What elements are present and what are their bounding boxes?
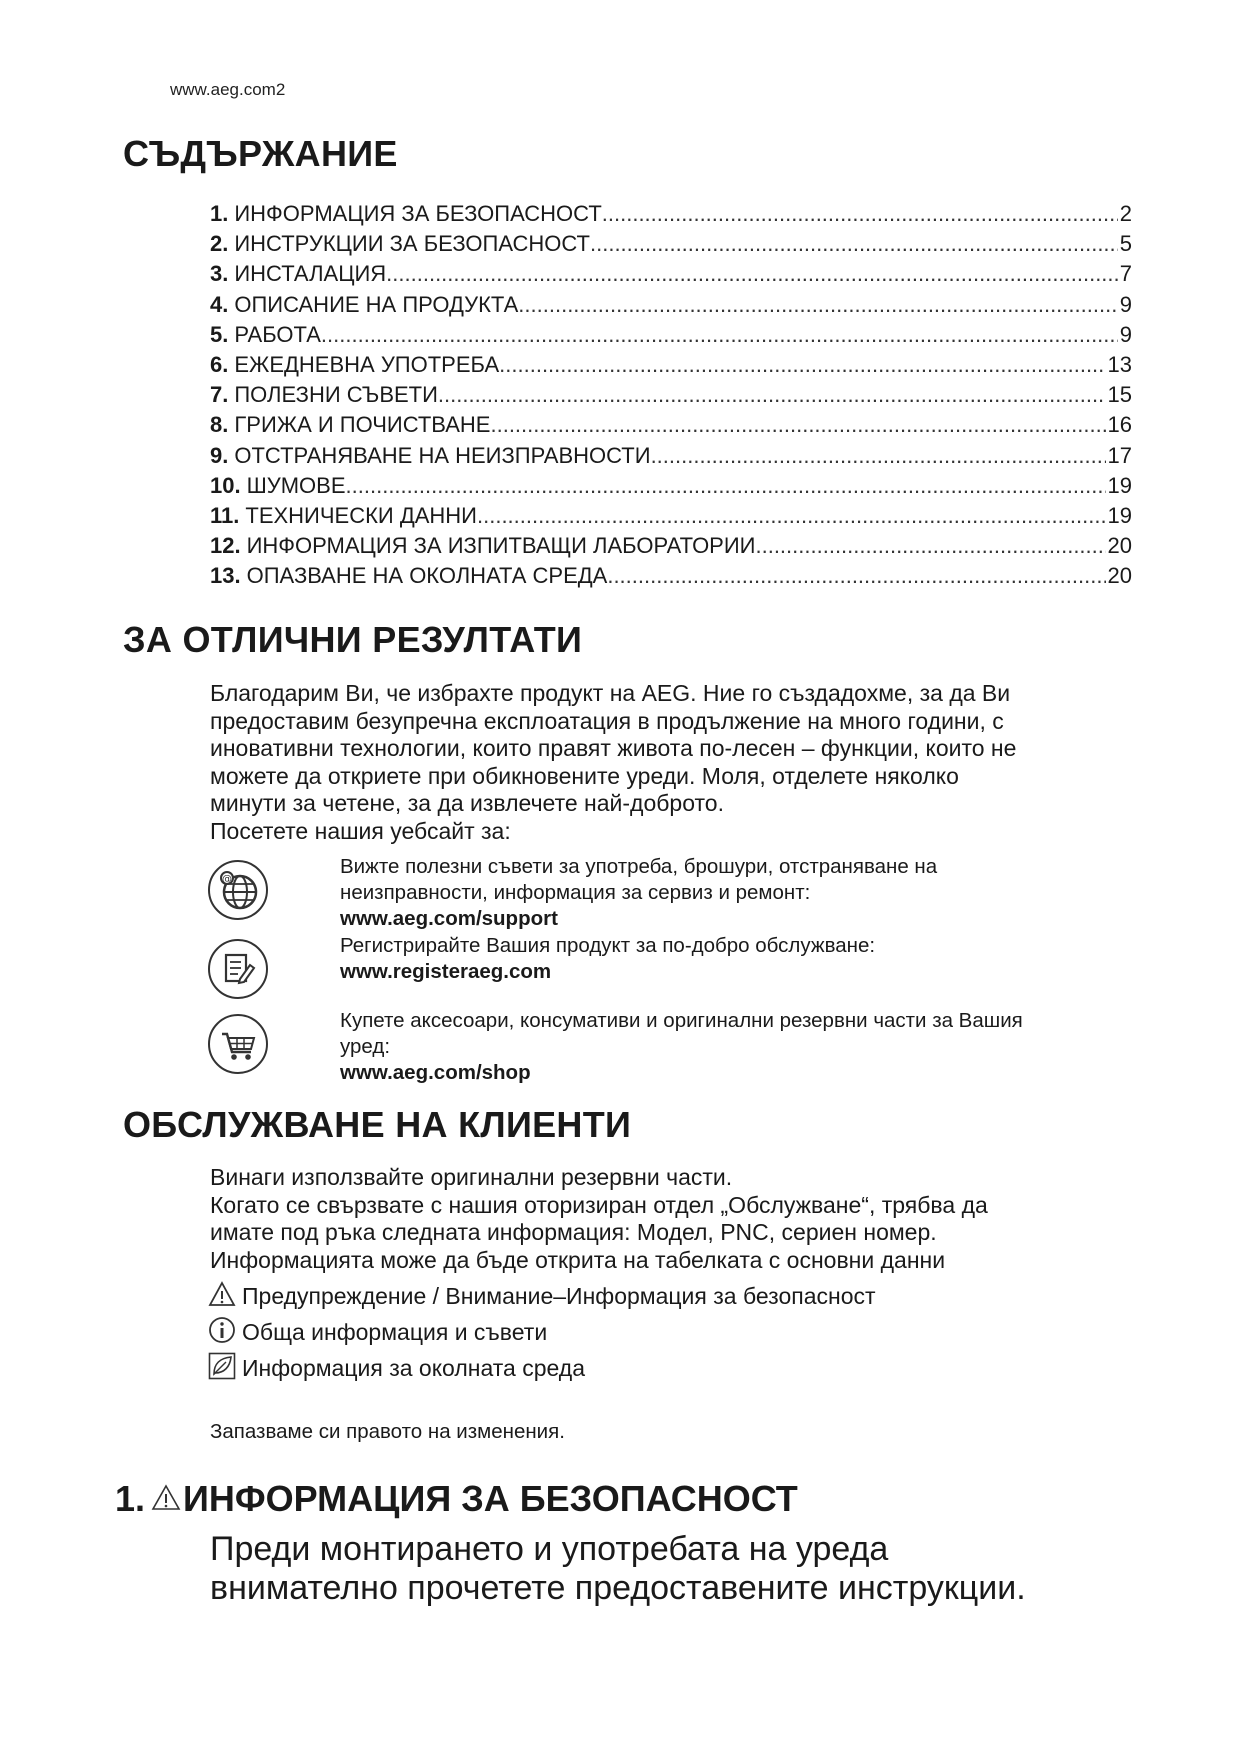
safety-heading xyxy=(115,1478,798,1520)
toc-item-number: 10. xyxy=(210,472,241,498)
toc-item[interactable] xyxy=(210,199,1132,229)
toc-item-number: 13. xyxy=(210,563,241,589)
table-of-contents xyxy=(210,199,1132,591)
toc-leader xyxy=(477,501,1106,531)
svg-text:@: @ xyxy=(222,874,232,885)
toc-item-number: 4. xyxy=(210,291,229,317)
toc-item-page: 7 xyxy=(1119,261,1132,287)
toc-leader xyxy=(518,290,1117,320)
results-title: ЗА ОТЛИЧНИ РЕЗУЛТАТИ xyxy=(123,619,583,660)
toc-item[interactable] xyxy=(210,410,1132,440)
toc-leader xyxy=(651,441,1106,471)
toc-leader xyxy=(346,471,1106,501)
safety-warning-icon xyxy=(151,1478,181,1506)
toc-title: СЪДЪРЖАНИЕ xyxy=(123,133,398,174)
header-url: www.aeg.com2 xyxy=(170,80,286,99)
toc-item-label: ИНСТАЛАЦИЯ xyxy=(234,261,387,287)
toc-leader xyxy=(490,410,1105,440)
results-line: минути за четене, за да извлечете най-доброто. xyxy=(210,790,724,816)
toc-item-page: 9 xyxy=(1119,291,1132,317)
toc-leader xyxy=(321,320,1118,350)
results-line: можете да откриете при обикновените уреди. Моля, отделете няколко xyxy=(210,762,959,789)
toc-item[interactable] xyxy=(210,441,1132,471)
toc-item-page: 2 xyxy=(1119,201,1132,226)
results-line: предоставим безупречна експлоатация в продължение на много години, с xyxy=(210,707,1004,734)
register-url-link[interactable]: www.registeraeg.com xyxy=(340,960,552,983)
toc-leader xyxy=(755,531,1105,561)
legend-warning-label: Предупреждение / Внимание–Информация за безопасност xyxy=(242,1283,876,1309)
registration-icon xyxy=(208,939,268,999)
toc-item-label: ОПАЗВАНЕ НА ОКОЛНАТА СРЕДА xyxy=(246,563,608,589)
service-title: ОБСЛУЖВАНЕ НА КЛИЕНТИ xyxy=(123,1104,632,1145)
results-line: Посетете нашия уебсайт за: xyxy=(210,817,511,844)
toc-item-label: РАБОТА xyxy=(234,321,321,347)
toc-item-page: 19 xyxy=(1107,502,1132,528)
toc-item[interactable] xyxy=(210,350,1132,380)
toc-item-number: 7. xyxy=(210,382,229,408)
toc-leader xyxy=(590,229,1118,259)
toc-item-label: ЕЖЕДНЕВНА УПОТРЕБА xyxy=(234,351,500,377)
support-url-link[interactable]: www.aeg.com/support xyxy=(340,907,558,930)
toc-item[interactable] xyxy=(210,531,1132,561)
toc-item-number: 8. xyxy=(210,412,229,438)
shopping-cart-icon xyxy=(208,1014,268,1074)
toc-item-label: ШУМОВЕ xyxy=(246,472,346,498)
toc-leader xyxy=(499,350,1105,380)
safety-intro-line: внимателно прочетете предоставените инструкции. xyxy=(210,1569,1026,1607)
service-line: Информацията може да бъде открита на табелката с основни данни xyxy=(210,1246,946,1273)
safety-title: ИНФОРМАЦИЯ ЗА БЕЗОПАСНОСТ xyxy=(183,1478,798,1519)
toc-item-number: 6. xyxy=(210,351,229,377)
toc-item-page: 5 xyxy=(1119,231,1132,257)
toc-item[interactable] xyxy=(210,229,1132,259)
toc-item-label: ТЕХНИЧЕСКИ ДАННИ xyxy=(245,502,477,528)
toc-item-number: 3. xyxy=(210,261,229,287)
support-link-text xyxy=(340,854,1140,932)
shop-url-link[interactable]: www.aeg.com/shop xyxy=(340,1061,531,1084)
toc-item-page: 20 xyxy=(1107,563,1132,589)
toc-item-page: 15 xyxy=(1107,382,1132,408)
results-paragraph xyxy=(210,680,1130,845)
service-line: Когато се свързвате с нашия оторизиран отдел „Обслужване“, трябва да xyxy=(210,1191,988,1218)
safety-intro-line: Преди монтирането и употребата на уреда xyxy=(210,1530,889,1568)
warning-icon xyxy=(208,1280,236,1308)
legend-warning xyxy=(208,1280,876,1310)
register-link-desc: Регистрирайте Вашия продукт за по-добро обслужване: xyxy=(340,934,876,957)
toc-item-number: 9. xyxy=(210,442,229,468)
toc-item-number: 2. xyxy=(210,231,229,257)
results-line: иновативни технологии, които правят живота по-лесен – функции, които не xyxy=(210,735,1017,761)
shop-link-desc: Купете аксесоари, консумативи и оригинални резервни части за Вашия xyxy=(340,1009,1023,1032)
globe-icon xyxy=(208,860,268,920)
service-paragraph xyxy=(210,1164,1130,1274)
toc-item[interactable] xyxy=(210,320,1132,350)
toc-item[interactable] xyxy=(210,290,1132,320)
toc-item-page: 16 xyxy=(1107,412,1132,438)
toc-leader xyxy=(602,199,1118,229)
shop-link-text xyxy=(340,1008,1140,1086)
rights-note: Запазваме си правото на изменения. xyxy=(210,1420,565,1443)
shop-link-desc: уред: xyxy=(340,1035,391,1058)
toc-item-label: ОПИСАНИЕ НА ПРОДУКТА xyxy=(234,291,519,317)
toc-item-number: 5. xyxy=(210,321,229,347)
toc-item-label: ОТСТРАНЯВАНЕ НА НЕИЗПРАВНОСТИ xyxy=(234,442,651,468)
toc-item-number: 12. xyxy=(210,533,241,559)
toc-leader xyxy=(607,561,1105,591)
legend-info-label: Обща информация и съвети xyxy=(242,1319,548,1345)
toc-item[interactable] xyxy=(210,561,1132,591)
info-icon xyxy=(208,1316,236,1344)
toc-leader xyxy=(438,380,1106,410)
toc-item-number: 11. xyxy=(210,502,240,528)
toc-item[interactable] xyxy=(210,380,1132,410)
toc-leader xyxy=(386,259,1118,289)
service-line: имате под ръка следната информация: Модел, PNC, сериен номер. xyxy=(210,1219,937,1245)
legend-environment xyxy=(208,1352,585,1382)
toc-item-number: 1. xyxy=(210,201,229,226)
safety-number: 1. xyxy=(115,1478,146,1519)
support-link-desc: Вижте полезни съвети за употреба, брошури, отстраняване на xyxy=(340,855,938,878)
toc-item-label: ПОЛЕЗНИ СЪВЕТИ xyxy=(234,382,438,408)
toc-item-label: ИНФОРМАЦИЯ ЗА ИЗПИТВАЩИ ЛАБОРАТОРИИ xyxy=(246,533,756,559)
toc-item-page: 19 xyxy=(1107,472,1132,498)
toc-item-label: ИНСТРУКЦИИ ЗА БЕЗОПАСНОСТ xyxy=(234,231,590,257)
register-link-text xyxy=(340,933,1140,985)
legend-environment-label: Информация за околната среда xyxy=(242,1355,585,1381)
toc-item-page: 20 xyxy=(1107,533,1132,559)
toc-item-label: ИНФОРМАЦИЯ ЗА БЕЗОПАСНОСТ xyxy=(234,201,602,226)
toc-item-page: 17 xyxy=(1107,442,1132,468)
results-line: Благодарим Ви, че избрахте продукт на AEG. Ние го създадохме, за да Ви xyxy=(210,680,1011,706)
toc-item-label: ГРИЖА И ПОЧИСТВАНЕ xyxy=(234,412,491,438)
leaf-icon xyxy=(208,1352,236,1380)
toc-item[interactable] xyxy=(210,471,1132,501)
toc-item-page: 13 xyxy=(1107,351,1132,377)
safety-intro xyxy=(210,1530,1170,1608)
toc-item-page: 9 xyxy=(1119,321,1132,347)
legend-info xyxy=(208,1316,547,1346)
support-link-desc: неизправности, информация за сервиз и ремонт: xyxy=(340,881,811,904)
service-line: Винаги използвайте оригинални резервни части. xyxy=(210,1164,733,1190)
toc-item[interactable] xyxy=(210,259,1132,289)
toc-item[interactable] xyxy=(210,501,1132,531)
